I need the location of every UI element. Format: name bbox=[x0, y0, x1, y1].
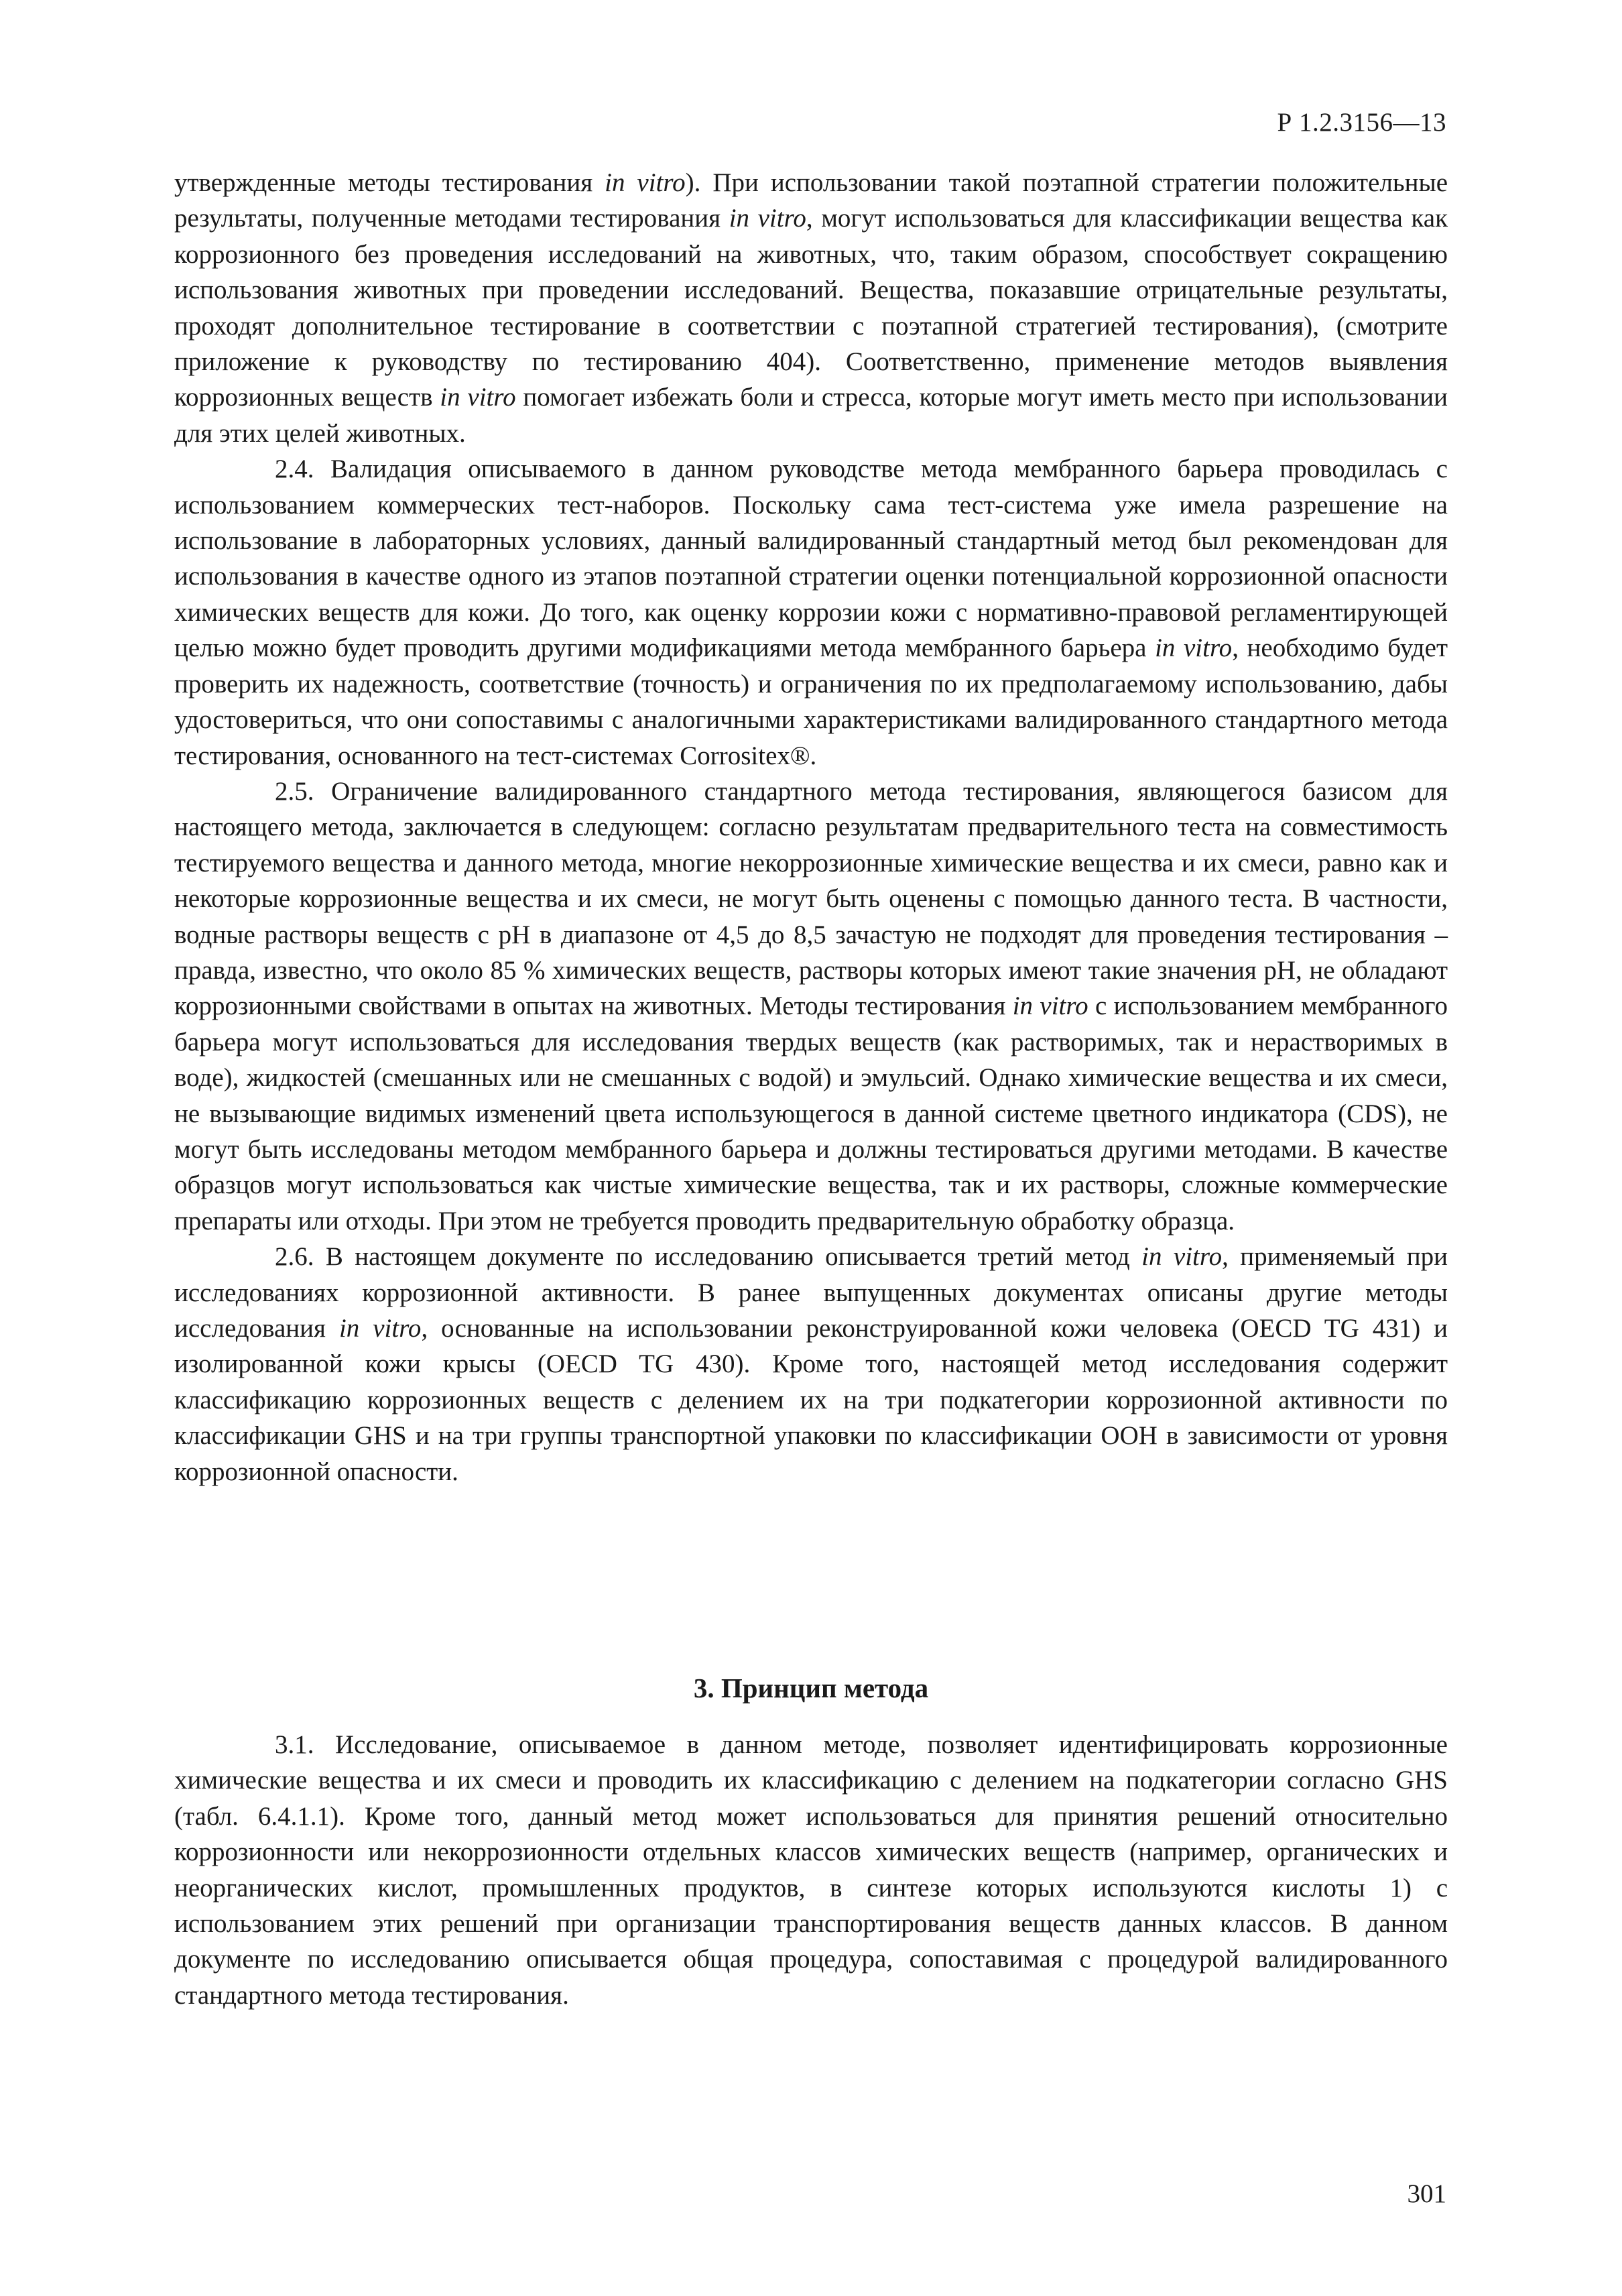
text-span: 2.4. Валидация описываемого в данном руководстве метода мембранного барьера проводилась с использованием коммерческих тест-наборов. Поскольку сама тест-система уже имела разрешение на использование в лабораторных условиях, данный валидированный стандартный метод был рекомендован для использования в качестве одного из этапов поэтапной стратегии оценки потенциальной коррозионной опасности химических веществ для кожи. До того, как оценку коррозии кожи с нормативно-правовой регламентирующей целью можно будет проводить другими модификациями метода мембранного барьера bbox=[174, 455, 1448, 663]
text-span: , необходимо будет проверить их надежность, соответствие (точность) и ограничения по их предполагаемому использованию, дабы удостовериться, что они сопоставимы с аналогичными характеристиками валидированного стандартного метода тестирования, основанного на тест-системах Corrositex®. bbox=[174, 633, 1448, 770]
italic-term: in vitro bbox=[440, 383, 516, 412]
section-heading: 3. Принцип метода bbox=[693, 1673, 929, 1703]
text-span: помогает избежать боли и стресса, которые могут иметь место при использовании для этих целей животных. bbox=[174, 383, 1448, 448]
text-span: с использованием мембранного барьера могут использоваться для исследования твердых веществ (как растворимых, так и нерастворимых в воде), жидкостей (смешанных или не смешанных с водой) и эмульсий. Однако химические вещества и их смеси, не вызывающие видимых изменений цвета использующегося в данной системе цветного индикатора (CDS), не могут быть исследованы методом мембранного барьера и должны тестироваться другими методами. В качестве образцов могут использоваться как чистые химические вещества, так и их растворы, сложные коммерческие препараты или отходы. При этом не требуется проводить предварительную обработку образца. bbox=[174, 991, 1448, 1235]
page-number: 301 bbox=[1407, 2179, 1446, 2208]
section-body bbox=[174, 1727, 1448, 2013]
text-span: утвержденные методы тестирования bbox=[174, 168, 605, 197]
body-text bbox=[174, 165, 1448, 1490]
italic-term: in vitro bbox=[605, 168, 686, 197]
paragraph-2-5 bbox=[174, 774, 1448, 1239]
italic-term: in vitro bbox=[1012, 991, 1088, 1021]
text-span: , применяемый при исследованиях коррозионной активности. В ранее выпущенных документах описаны другие методы исследования bbox=[174, 1242, 1448, 1343]
italic-term: in vitro bbox=[1155, 633, 1233, 663]
document-code: Р 1.2.3156—13 bbox=[1277, 108, 1446, 137]
text-span: ). При использовании такой поэтапной стратегии положительные результаты, полученные методами тестирования bbox=[174, 168, 1448, 233]
paragraph-2-6 bbox=[174, 1239, 1448, 1490]
text-span: , могут использоваться для классификации вещества как коррозионного без проведения исследований на животных, что, таким образом, способствует сокращению использования животных при проведении исследований. Вещества, показавшие отрицательные результаты, проходят дополнительное тестирование в соответствии с поэтапной стратегией тестирования), (смотрите приложение к руководству по тестированию 404). Соответственно, применение методов выявления коррозионных веществ bbox=[174, 204, 1448, 412]
italic-term: in vitro bbox=[1141, 1242, 1223, 1272]
text-span: 2.5. Ограничение валидированного стандартного метода тестирования, являющегося базисом для настоящего метода, заключается в следующем: согласно результатам предварительного теста на совместимость тестируемого вещества и данного метода, многие некоррозионные химические вещества и их смеси, равно как и некоторые коррозионные вещества и их смеси, не могут быть оценены с помощью данного теста. В частности, водные растворы веществ с pH в диапазоне от 4,5 до 8,5 зачастую не подходят для проведения тестирования – правда, известно, что около 85 % химических веществ, растворы которых имеют такие значения pH, не обладают коррозионными свойствами в опытах на животных. Методы тестирования bbox=[174, 776, 1448, 1021]
text-span: , основанные на использовании реконструированной кожи человека (OECD TG 431) и изолированной кожи крысы (OECD TG 430). Кроме того, настоящей метод исследования содержит классификацию коррозионных веществ с делением их на три подкатегории коррозионной активности по классификации GHS и на три группы транспортной упаковки по классификации ООН в зависимости от уровня коррозионной опасности. bbox=[174, 1314, 1448, 1486]
paragraph-continuation bbox=[174, 165, 1448, 451]
italic-term: in vitro bbox=[338, 1314, 422, 1343]
italic-term: in vitro bbox=[729, 204, 806, 233]
text-span: 2.6. В настоящем документе по исследованию описывается третий метод bbox=[275, 1242, 1142, 1272]
paragraph-2-4 bbox=[174, 451, 1448, 774]
paragraph-3-1: 3.1. Исследование, описываемое в данном методе, позволяет идентифицировать коррозионные химические вещества и их смеси и проводить их классификацию с делением на подкатегории согласно GHS (табл. 6.4.1.1). Кроме того, данный метод может использоваться для принятия решений относительно коррозионности или некоррозионности отдельных классов химических веществ (например, органических и неорганических кислот, промышленных продуктов, в синтезе которых используются кислоты 1) с использованием этих решений при организации транспортирования веществ данных классов. В данном документе по исследованию описывается общая процедура, сопоставимая с процедурой валидированного стандартного метода тестирования. bbox=[174, 1730, 1448, 2010]
